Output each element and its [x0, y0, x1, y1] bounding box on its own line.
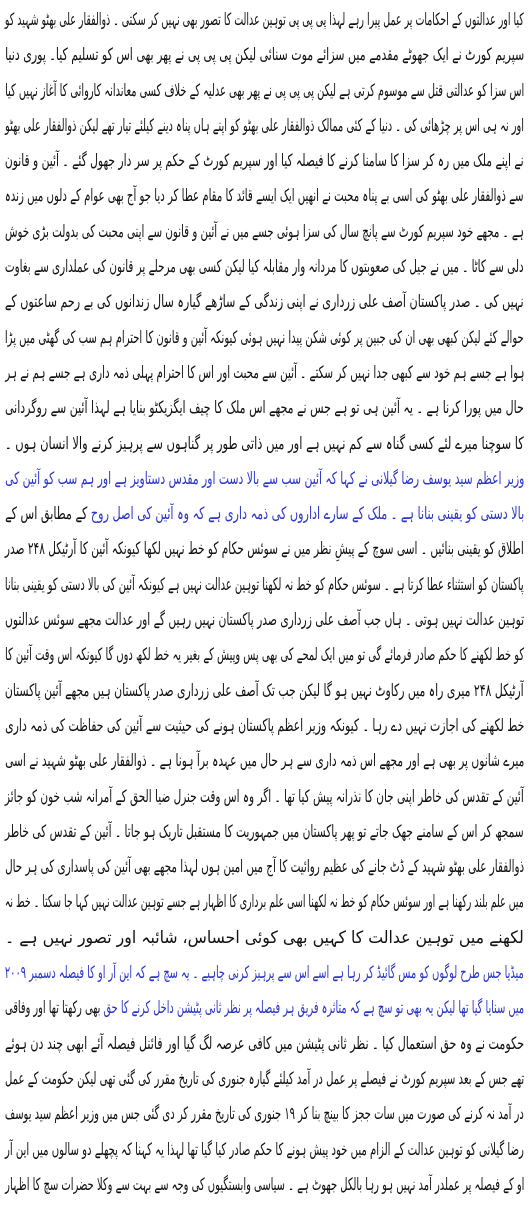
article-text: خط لکھنے کی اجازت نہیں دے رہا ۔ کیونکہ وزیر اعظم پاکستان ہونے کی حیثیت سے آئین کی حفاظت کی ذمہ داری — [4, 715, 524, 736]
article-text: کے مطابق اس کے — [4, 504, 91, 525]
highlighted-text: وزیر اعظم سید یوسف رضا گیلانی نے کہا کہ آئین سب سے بالا دست اور مقدس دستاویز ہے اور ہم سب کو آئین کی — [4, 468, 524, 489]
article-text: توہین عدالت نہیں ہوتی ۔ ہاں جب آصف علی زرداری صدر پاکستان نہیں رہیں گے اور عدالت مجھے سوئس عدالتوں — [4, 610, 524, 631]
article-line-text — [5, 215, 524, 250]
article-line — [5, 285, 524, 320]
article-line — [5, 497, 524, 532]
article-line-text — [5, 568, 524, 603]
article-line-text — [5, 991, 524, 1026]
article-line-text — [5, 956, 524, 991]
article-text: تھے جس کے بعد سپریم کورٹ نے فیصلے پر عمل در آمد کیلئے گیارہ جنوری کی تاریخ مقرر کی گئی تھی لیکن حکومت کے عمل — [4, 1068, 524, 1089]
article-line-text — [5, 356, 524, 391]
article-line — [5, 1097, 524, 1132]
article-text: در آمد نہ کرنے کی صورت میں سات ججز کا بینچ بنا کر ۱۹ جنوری کی تاریخ مقرر کر دی گئی جس میں وزیر اعظم سید یوسف — [5, 1104, 524, 1125]
article-line — [5, 321, 524, 356]
article-text: پاکستان کو استثناء عطا کرتا ہے ۔ سوئس حکام کو خط نہ لکھنا توہین عدالت نہیں ہے کیونکہ آئین کی بالا دستی کو یقینی بنانا — [5, 574, 524, 595]
article-text: ہے ۔ مجھے خود سپریم کورٹ سے پانچ سال کی سزا ہوئی جسے میں نے آئین و قانون سے اپنی محبت کی بدولت بڑی خوش — [5, 221, 524, 242]
article-line — [5, 709, 524, 744]
highlighted-text: میڈیا جس طرح لوگوں کو مس گائیڈ کر رہا ہے اسے اس سے پرہیز کرنی چاہیے ۔ یہ سچ ہے کہ این آر او کا فیصلہ دسمبر ۲۰۰۹ — [5, 963, 525, 984]
article-line-text — [5, 74, 524, 109]
article-line — [5, 815, 524, 850]
article-line — [5, 568, 524, 603]
highlighted-text: بالا دستی کو یقینی بنانا ہے ۔ ملک کے سارے اداروں کی ذمہ داری ہے کہ وہ آئین کی اصل روح — [90, 504, 524, 525]
article-line — [5, 1062, 524, 1097]
article-line-text — [5, 462, 524, 497]
article-line — [5, 674, 524, 709]
article-text: حوالے کئے لیکن کبھی بھی ان کی جبین پر کوئی شکن پیدا نہیں ہوئی کیونکہ آئین و قانون کا احترام ہم سب کی گھٹی میں پڑا — [5, 327, 524, 348]
article-line-text — [5, 3, 524, 38]
article-line-text — [5, 709, 524, 744]
article-text: رضا گیلانی کو توہین عدالت کے الزام میں خود پیش ہونے کا حکم صادر کیا گیا تھا لہذا یہ کہنا کہ پچھلے دو سالوں میں این آر — [5, 1139, 524, 1160]
article-line — [5, 991, 524, 1026]
article-line-text — [5, 1062, 524, 1097]
article-line — [5, 850, 524, 885]
article-line-text — [5, 109, 524, 144]
article-line-text — [5, 321, 524, 356]
article-paragraph — [5, 462, 524, 956]
article-line — [5, 1133, 524, 1168]
article-line-text — [5, 1168, 524, 1203]
article-line-text — [5, 815, 524, 850]
article-line-text — [5, 497, 524, 532]
article-line — [5, 532, 524, 567]
article-line — [5, 109, 524, 144]
article-text: اور نہ ہی اس پر چڑھائی کی ۔ دنیا کے کئی ممالک ذوالفقار علی بھٹو کو اپنے ہاں پناہ دینے کیلئے تیار تھے لیکن ذوالفقار علی بھٹو — [5, 115, 524, 136]
article-line — [5, 250, 524, 285]
article-line-text — [5, 780, 524, 815]
article-line-text — [5, 850, 524, 885]
article-line-text — [5, 674, 524, 709]
article-line-text — [5, 427, 524, 462]
article-line-text — [5, 38, 524, 73]
article-line — [5, 885, 524, 920]
article-line — [5, 638, 524, 673]
article-line-text — [5, 391, 524, 426]
article-text: کا سوچنا میرے لئے کسی گناہ سے کم نہیں ہے اور میں ذاتی طور پر گناہوں سے پرہیز کرنے والا انسان ہوں ۔ — [5, 433, 524, 454]
article-paragraph — [5, 3, 524, 462]
article-line-text — [5, 179, 524, 214]
article-text: کو خط لکھنے کا حکم صادر فرمائے گی تو میں ایک لمحے کی بھی پس وپیش کے بغیر یہ خط لکھ دوں گا کیونکہ اس وقت آئین کا — [4, 645, 524, 666]
article-line — [5, 1027, 524, 1062]
article-line-text — [5, 603, 524, 638]
article-text: نہیں کی ۔ صدر پاکستان آصف علی زرداری نے اپنی زندگی کے ساڑھے گیارہ سال زندانوں کی بے رحم ساعتوں کے — [5, 292, 524, 313]
article-line — [5, 780, 524, 815]
article-text: اطلاق کو یقینی بنائیں ۔ اسی سوچ کے پیشِ نظر میں نے سوئس حکام کو خط نہیں لکھا کیونکہ آئین کا آرٹیکل ۲۴۸ صدر — [5, 539, 525, 560]
article-line — [5, 74, 524, 109]
article-text: سے ذوالفقار علی بھٹو کی اسی بے پناہ محبت نے انھیں ایک ایسے قائد کا مقام عطا کر دیا جو آج بھی عوام کے دلوں میں زندہ — [5, 186, 524, 207]
article-text: او کے فیصلہ پر عملدر آمد نہیں ہو رہا بالکل جھوٹ ہے ۔ سیاسی وابستگیوں کی وجہ سے بہت سے وکلا حضرات سچ کا اظہار — [4, 1174, 524, 1195]
article-line-text — [5, 250, 524, 285]
article-text: میں علم بلند رکھنا ہے اور سوئس حکام کو خط نہ لکھنا اسی علم برداری کا اظہار ہے جسے توہین عدالت نہیں کہا جا سکتا ۔ خط نہ — [5, 892, 524, 913]
article-line-text — [5, 1097, 524, 1132]
article-text: حکومت نے وہ حق استعمال کیا ۔ نظر ثانی پٹیشن میں کافی عرصہ لگ گیا اور فائنل فیصلہ آئے ابھی چند دن ہوئے — [4, 1033, 524, 1054]
article-line — [5, 179, 524, 214]
article-line — [5, 603, 524, 638]
article-line-text — [5, 1027, 524, 1062]
article-text: اس سزا کو عدالتی قتل سے موسوم کرتی ہے لیکن پی پی پی نے پھر بھی عدلیہ کے خلاف کسی معاندانہ کاروائی کا آغاز نہیں کیا — [4, 80, 524, 101]
article-line — [5, 144, 524, 179]
article-line-text — [5, 638, 524, 673]
article-line — [5, 956, 524, 991]
article-text: بھی رکھتا تھا اور وفاقی — [4, 998, 104, 1019]
article-text: آرٹیکل ۲۴۸ میری راہ میں رکاوٹ نہیں ہو گا لیکن جب تک آصف علی زرداری صدر پاکستان ہیں مجھے آئین پاکستان — [5, 680, 524, 701]
article-text: سمجھ کر اس کے سامنے جھک جاتے تو پھر پاکستان میں جمہوریت کا مستقبل تاریک ہو جاتا ۔ آئین کے تقدس کی خاطر — [5, 821, 524, 842]
article-line-text — [5, 744, 524, 779]
article-line — [5, 215, 524, 250]
article-line-text — [5, 1133, 524, 1168]
article-line-text — [5, 144, 524, 179]
article-text: حال میں پورا کرنا ہے ۔ یہ آئین ہی تو ہے جس نے مجھے اس ملک کا چیف ایگزیکٹو بنایا ہے لہذا آئین سے روگردانی — [5, 398, 524, 419]
article-line-text — [5, 532, 524, 567]
article-line — [5, 38, 524, 73]
article-line — [5, 356, 524, 391]
article-line — [5, 921, 524, 956]
article-text: سپریم کورٹ نے ایک جھوٹے مقدمے میں سزائے موت سنائی لیکن پی پی پی نے پھر بھی اس کو تسلیم کیا۔ پوری دنیا — [4, 45, 524, 66]
article-line-text — [5, 921, 524, 956]
article-line — [5, 1168, 524, 1203]
article-line — [5, 462, 524, 497]
article-text: نے اپنے ملک میں رہ کر سزا کا سامنا کرنے کا فیصلہ کیا اور سپریم کورٹ کے حکم پر سر دار جھول گئے ۔ آئین و قانون — [5, 151, 524, 172]
article-line-text — [5, 885, 524, 920]
article-line — [5, 3, 524, 38]
article-text: لکھنے میں توہین عدالت کا کہیں بھی کوئی احساس، شائبہ اور تصور نہیں ہے ۔ — [5, 927, 524, 948]
article-text: ہوا ہے جسے ہم خود سے کبھی جدا نہیں کر سکتے ۔ آئین سے محبت اور اس کا احترام پہلی ذمہ داری ہے جسے ہم نے ہر — [4, 362, 524, 383]
highlighted-text: میں سنایا گیا تھا لیکن یہ بھی تو سچ ہے کہ متاثرہ فریق ہر فیصلہ پر نظر ثانی پٹیشن داخل کرنے کا حق — [103, 998, 525, 1019]
article-text: آئین کے تقدس کی خاطر اپنی جان کا نذرانہ پیش کیا تھا ۔ اگر وہ اس وقت جنرل ضیا الحق کے آمرانہ شب خون کو جائز — [5, 786, 524, 807]
article-text: کیا اور عدالتوں کے احکامات پر عمل پیرا رہے لہذا پی پی پی توہین عدالت کا تصور بھی نہیں کر سکتی ۔ ذوالفقار علی بھٹو شہید کو — [5, 10, 524, 30]
article-text: دلی سے کاٹا ۔ میں نے جیل کی صعوبتوں کا مردانہ وار مقابلہ کیا لیکن کسی بھی مرحلے پر قانون کی عملداری سے بغاوت — [5, 257, 524, 278]
article-line-text — [5, 285, 524, 320]
article-line — [5, 744, 524, 779]
article-line — [5, 391, 524, 426]
article-text: ذوالفقار علی بھٹو شہید کے ڈٹ جانے کی عظیم روائیت کا آج میں امین ہوں لہذا مجھے بھی آئین کی پاسداری کی ہر حال — [4, 857, 524, 878]
article-text: میرے شانوں پر بھی ہے اور مجھے اس ذمہ داری سے ہر حال میں عہدہ برآ ہونا ہے ۔ ذوالفقار علی بھٹو شہید نے اسی — [4, 751, 524, 772]
article-line — [5, 427, 524, 462]
article-paragraph — [5, 956, 524, 1203]
